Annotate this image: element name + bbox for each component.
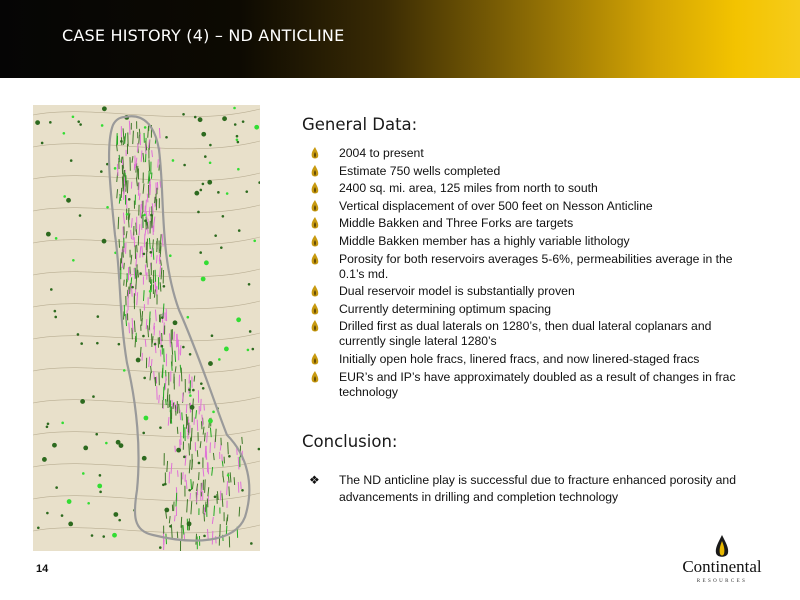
- well-mark: [191, 428, 192, 441]
- well-dot: [176, 448, 181, 453]
- well-dot: [189, 353, 192, 356]
- well-dot: [80, 399, 85, 404]
- well-mark: [207, 432, 208, 443]
- well-dot: [228, 455, 231, 458]
- conclusion-heading: Conclusion:: [302, 432, 398, 451]
- general-data-heading: General Data:: [302, 115, 418, 134]
- well-dot: [131, 286, 134, 289]
- well-mark: [149, 269, 150, 282]
- well-dot: [61, 422, 64, 425]
- well-dot: [144, 219, 147, 222]
- well-dot: [192, 389, 195, 392]
- list-item: 2400 sq. mi. area, 125 miles from north to south: [309, 181, 759, 196]
- well-mark: [176, 405, 177, 411]
- well-dot: [66, 198, 71, 203]
- well-dot: [220, 246, 223, 249]
- well-dot: [99, 491, 102, 494]
- well-dot: [77, 120, 80, 123]
- well-dot: [102, 535, 105, 538]
- well-dot: [150, 214, 153, 217]
- company-logo: [672, 535, 772, 590]
- well-mark: [181, 432, 182, 445]
- well-dot: [37, 526, 40, 529]
- well-dot: [46, 512, 49, 515]
- well-dot: [222, 116, 227, 121]
- well-dot: [123, 369, 126, 372]
- well-dot: [200, 189, 203, 192]
- well-dot: [212, 411, 215, 414]
- well-dot: [142, 456, 147, 461]
- well-dot: [211, 334, 214, 337]
- well-mark: [177, 427, 178, 434]
- well-dot: [197, 211, 200, 214]
- well-dot: [208, 361, 213, 366]
- well-dot: [118, 519, 121, 522]
- well-dot: [236, 135, 239, 138]
- well-mark: [173, 403, 174, 410]
- well-mark: [234, 477, 235, 485]
- well-mark: [117, 164, 118, 176]
- list-item: Middle Bakken member has a highly variable lithology: [309, 234, 759, 249]
- well-dot: [144, 416, 149, 421]
- well-dot: [52, 443, 57, 448]
- well-mark: [204, 404, 205, 410]
- well-dot: [63, 195, 66, 198]
- well-mark: [239, 507, 240, 517]
- well-mark: [159, 165, 160, 171]
- well-dot: [54, 316, 57, 319]
- well-dot: [222, 215, 225, 218]
- well-dot: [91, 534, 94, 537]
- well-dot: [159, 546, 162, 549]
- well-dot: [100, 170, 103, 173]
- well-dot: [35, 120, 40, 125]
- oil-drop-icon: [714, 535, 730, 559]
- well-mark: [238, 482, 239, 493]
- well-dot: [161, 345, 164, 348]
- well-mark: [155, 197, 156, 203]
- well-mark: [176, 493, 177, 507]
- well-dot: [97, 315, 100, 318]
- well-dot: [139, 272, 142, 275]
- well-mark: [127, 310, 128, 320]
- flame-bullet-icon: [309, 235, 321, 248]
- well-mark: [131, 277, 132, 284]
- well-map-image: [33, 105, 260, 551]
- page-number: 14: [36, 563, 49, 575]
- well-mark: [207, 529, 208, 539]
- well-mark: [181, 368, 182, 382]
- list-item: 2004 to present: [309, 146, 759, 161]
- well-mark: [135, 336, 136, 347]
- well-dot: [198, 462, 201, 465]
- list-item: EUR’s and IP’s have approximately doubled as a result of changes in frac technology: [309, 370, 759, 400]
- well-dot: [194, 116, 197, 119]
- well-dot: [118, 343, 121, 346]
- well-mark: [151, 279, 152, 292]
- well-dot: [154, 343, 157, 346]
- flame-bullet-icon: [309, 217, 321, 230]
- well-mark: [124, 280, 125, 286]
- list-item: Estimate 750 wells completed: [309, 164, 759, 179]
- well-mark: [147, 256, 148, 268]
- well-dot: [97, 484, 102, 489]
- well-mark: [197, 450, 198, 457]
- well-dot: [253, 239, 256, 242]
- well-mark: [229, 486, 230, 496]
- well-dot: [96, 342, 99, 345]
- list-item: Middle Bakken and Three Forks are targets: [309, 216, 759, 231]
- well-dot: [143, 377, 146, 380]
- well-dot: [142, 335, 145, 338]
- flame-bullet-icon: [309, 253, 321, 266]
- well-dot: [188, 388, 191, 391]
- well-dot: [46, 425, 49, 428]
- well-mark: [159, 395, 160, 403]
- well-mark: [179, 404, 180, 413]
- well-dot: [250, 542, 253, 545]
- well-mark: [140, 347, 141, 357]
- well-dot: [50, 288, 53, 291]
- well-mark: [207, 499, 208, 508]
- flame-bullet-icon: [309, 200, 321, 213]
- well-dot: [207, 180, 212, 185]
- flame-bullet-icon: [309, 182, 321, 195]
- well-dot: [247, 349, 250, 352]
- well-mark: [158, 159, 159, 167]
- well-dot: [214, 495, 217, 498]
- well-mark: [121, 252, 122, 263]
- well-mark: [129, 121, 130, 135]
- well-dot: [224, 347, 229, 352]
- well-dot: [144, 126, 147, 129]
- well-dot: [67, 499, 72, 504]
- well-dot: [165, 136, 168, 139]
- well-mark: [174, 515, 175, 521]
- well-dot: [41, 142, 44, 145]
- flame-bullet-icon: [309, 285, 321, 298]
- well-dot: [203, 535, 206, 538]
- list-item: Drilled first as dual laterals on 1280’s, then dual lateral coplanars and currently single lateral 1280’s: [309, 319, 759, 349]
- well-dot: [204, 155, 207, 158]
- well-dot: [42, 457, 47, 462]
- list-item: Initially open hole fracs, linered fracs, and now linered-staged fracs: [309, 352, 759, 367]
- well-mark: [189, 443, 190, 455]
- well-mark: [196, 534, 197, 545]
- well-mark: [208, 462, 209, 474]
- well-dot: [164, 508, 169, 513]
- flame-bullet-icon: [309, 165, 321, 178]
- flame-bullet-icon: [309, 353, 321, 366]
- well-dot: [128, 198, 131, 201]
- well-mark: [149, 159, 150, 171]
- well-dot: [114, 167, 117, 170]
- well-dot: [237, 141, 240, 144]
- well-dot: [49, 121, 52, 124]
- well-dot: [126, 213, 129, 216]
- well-dot: [187, 521, 192, 526]
- well-dot: [113, 512, 118, 517]
- well-dot: [102, 239, 107, 244]
- well-dot: [46, 232, 51, 237]
- well-dot: [72, 259, 75, 262]
- well-mark: [205, 479, 206, 492]
- well-dot: [198, 117, 203, 122]
- well-mark: [143, 290, 144, 301]
- well-dot: [70, 159, 73, 162]
- well-dot: [83, 446, 88, 451]
- well-dot: [77, 333, 80, 336]
- well-dot: [159, 426, 162, 429]
- well-dot: [169, 525, 172, 528]
- well-mark: [241, 482, 242, 490]
- list-item: Porosity for both reservoirs averages 5-6%, permeabilities average in the 0.1’s md.: [309, 252, 759, 282]
- well-dot: [142, 432, 145, 435]
- well-dot: [47, 422, 50, 425]
- well-dot: [188, 489, 191, 492]
- well-dot: [149, 290, 152, 293]
- well-dot: [200, 382, 203, 385]
- well-mark: [133, 131, 134, 144]
- flame-bullet-icon: [309, 320, 321, 333]
- flame-bullet-icon: [309, 303, 321, 316]
- well-mark: [156, 255, 157, 263]
- well-map: [33, 105, 260, 551]
- well-dot: [190, 405, 195, 410]
- well-dot: [194, 191, 199, 196]
- list-item: Vertical displacement of over 500 feet on Nesson Anticline: [309, 199, 759, 214]
- well-mark: [124, 263, 125, 270]
- well-dot: [218, 358, 221, 361]
- well-dot: [102, 106, 107, 111]
- well-mark: [178, 470, 179, 476]
- well-dot: [143, 214, 146, 217]
- well-mark: [147, 194, 148, 203]
- flame-bullet-icon: [309, 147, 321, 160]
- well-mark: [132, 318, 133, 330]
- well-dot: [217, 191, 220, 194]
- well-dot: [101, 124, 104, 127]
- well-dot: [149, 251, 152, 254]
- well-mark: [194, 376, 195, 382]
- well-dot: [173, 320, 178, 325]
- well-dot: [172, 159, 175, 162]
- well-mark: [166, 399, 167, 405]
- well-mark: [118, 217, 119, 229]
- well-mark: [204, 513, 205, 521]
- well-dot: [87, 502, 90, 505]
- well-mark: [154, 371, 155, 379]
- well-dot: [55, 237, 58, 240]
- well-mark: [242, 437, 243, 444]
- slide-title: CASE HISTORY (4) – ND ANTICLINE: [62, 26, 345, 45]
- well-mark: [228, 442, 229, 454]
- well-dot: [55, 486, 58, 489]
- well-dot: [238, 229, 241, 232]
- well-dot: [189, 394, 192, 397]
- well-dot: [92, 395, 95, 398]
- well-dot: [202, 183, 205, 186]
- well-dot: [54, 310, 57, 313]
- well-mark: [226, 526, 227, 534]
- well-dot: [242, 120, 245, 123]
- well-mark: [137, 245, 138, 253]
- well-dot: [116, 440, 121, 445]
- diamond-bullet-icon: ❖: [309, 473, 320, 487]
- well-mark: [123, 246, 124, 257]
- well-dot: [61, 514, 64, 517]
- well-dot: [201, 132, 206, 137]
- well-mark: [190, 493, 191, 499]
- flame-bullet-icon: [309, 371, 321, 384]
- well-dot: [162, 483, 165, 486]
- well-dot: [208, 418, 213, 423]
- well-dot: [161, 316, 164, 319]
- well-dot: [226, 192, 229, 195]
- logo-wordmark: Continental: [682, 557, 762, 576]
- well-dot: [236, 317, 241, 322]
- well-dot: [204, 260, 209, 265]
- well-mark: [142, 218, 143, 230]
- well-dot: [202, 387, 205, 390]
- well-mark: [201, 399, 202, 411]
- well-mark: [212, 531, 213, 545]
- well-mark: [129, 323, 130, 334]
- logo-subtitle: RESOURCES: [696, 579, 748, 584]
- well-mark: [214, 506, 215, 516]
- list-item: Dual reservoir model is substantially proven: [309, 284, 759, 299]
- well-mark: [177, 334, 178, 346]
- general-data-list: [309, 146, 759, 402]
- well-dot: [106, 206, 109, 209]
- well-dot: [105, 442, 108, 445]
- well-dot: [245, 190, 248, 193]
- well-dot: [248, 283, 251, 286]
- well-dot: [143, 253, 146, 256]
- well-dot: [95, 433, 98, 436]
- well-dot: [112, 533, 117, 538]
- well-dot: [79, 123, 82, 126]
- well-dot: [183, 164, 186, 167]
- well-dot: [209, 144, 212, 147]
- well-mark: [204, 507, 205, 515]
- well-dot: [214, 234, 217, 237]
- well-mark: [144, 234, 145, 248]
- well-mark: [175, 446, 176, 452]
- well-mark: [159, 128, 160, 138]
- well-dot: [182, 346, 185, 349]
- well-dot: [120, 140, 123, 143]
- well-mark: [135, 268, 136, 279]
- well-dot: [252, 348, 255, 351]
- well-dot: [183, 456, 186, 459]
- well-dot: [236, 138, 239, 141]
- well-mark: [151, 359, 152, 366]
- well-dot: [82, 472, 85, 475]
- well-dot: [209, 161, 212, 164]
- well-dot: [201, 277, 206, 282]
- well-dot: [169, 254, 172, 257]
- well-mark: [197, 420, 198, 431]
- well-dot: [227, 474, 230, 477]
- well-dot: [254, 125, 259, 130]
- well-mark: [160, 234, 161, 244]
- well-dot: [249, 330, 252, 333]
- well-dot: [136, 358, 141, 363]
- well-dot: [237, 168, 240, 171]
- conclusion-item: [309, 472, 759, 506]
- well-dot: [99, 474, 102, 477]
- well-mark: [186, 404, 187, 413]
- well-mark: [139, 182, 140, 195]
- well-dot: [163, 285, 166, 288]
- well-dot: [234, 123, 237, 126]
- well-dot: [79, 214, 82, 217]
- well-dot: [72, 115, 75, 118]
- list-item: Currently determining optimum spacing: [309, 302, 759, 317]
- well-dot: [63, 132, 66, 135]
- well-dot: [233, 107, 236, 110]
- well-dot: [68, 522, 73, 527]
- well-dot: [187, 316, 190, 319]
- conclusion-text: The ND anticline play is successful due to fracture enhanced porosity and advancements in drilling and completion technology: [339, 473, 736, 504]
- well-dot: [80, 342, 83, 345]
- header-banner: [0, 0, 800, 78]
- well-dot: [182, 113, 185, 116]
- well-dot: [241, 489, 244, 492]
- well-dot: [199, 251, 202, 254]
- well-mark: [146, 319, 147, 329]
